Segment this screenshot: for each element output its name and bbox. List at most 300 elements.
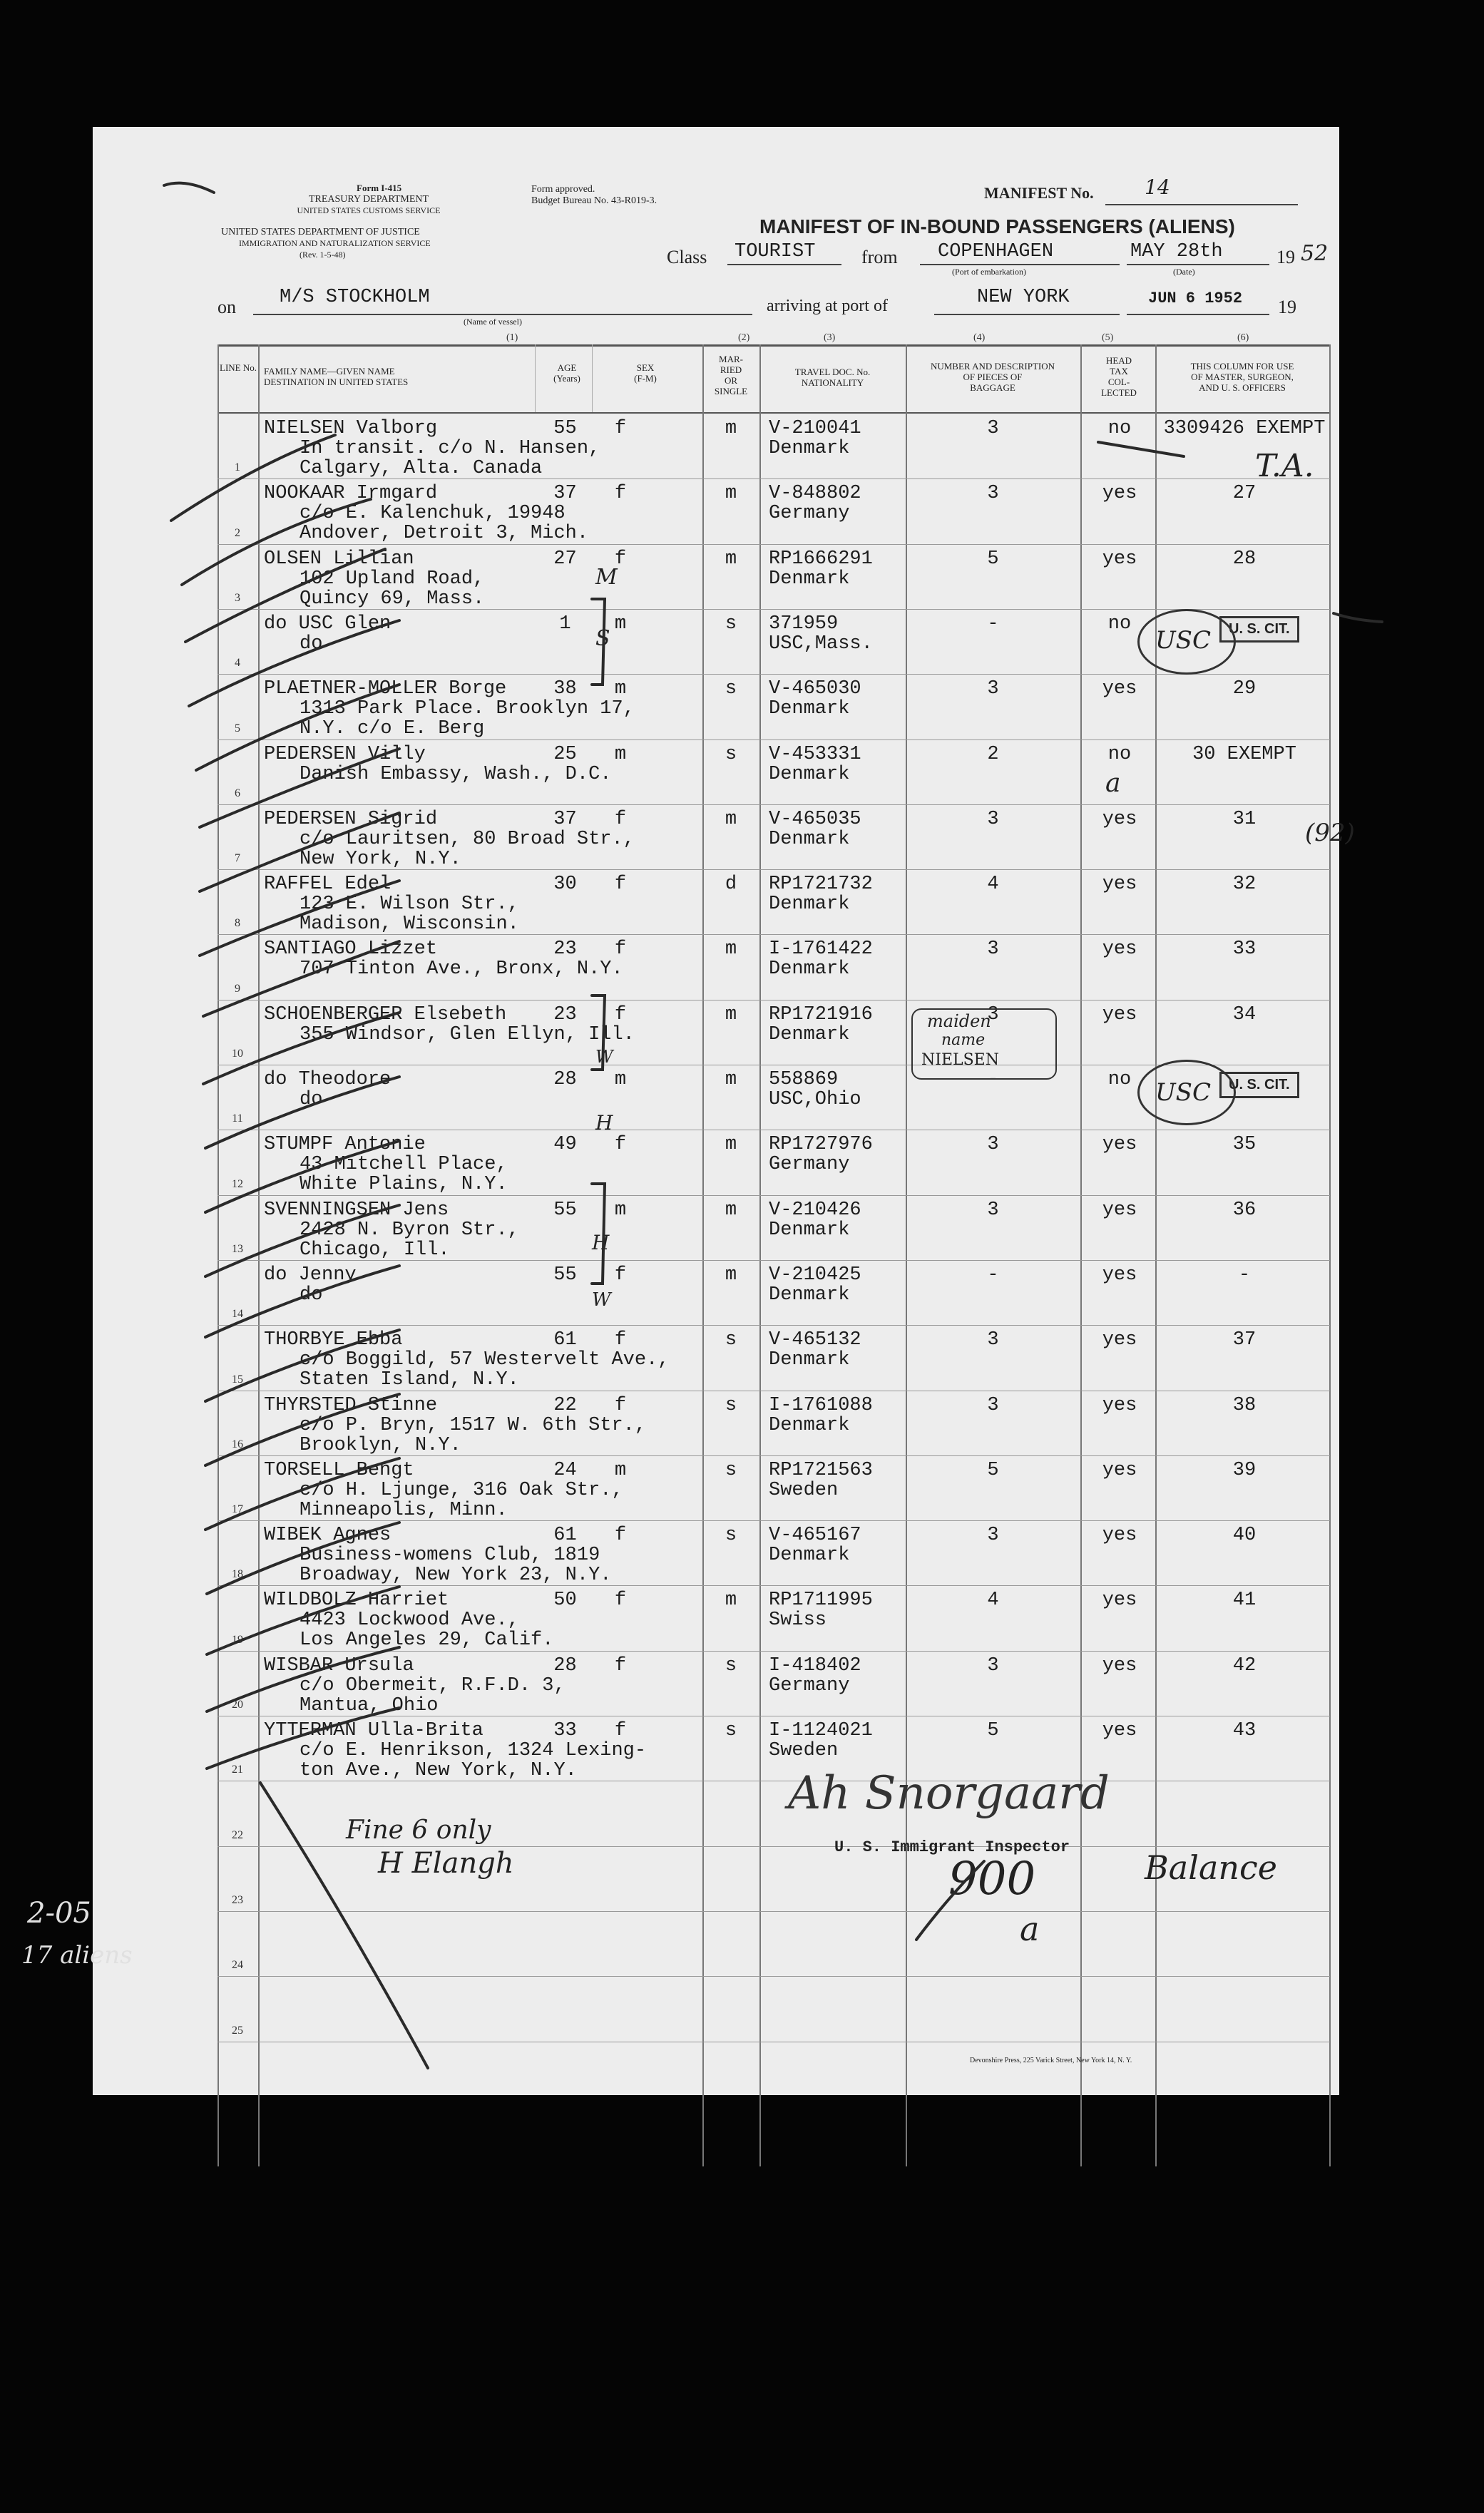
passenger-name: do Jenny	[264, 1264, 357, 1286]
passenger-destination: Los Angeles 29, Calif.	[300, 1629, 554, 1652]
passenger-destination: 2428 N. Byron Str.,	[300, 1219, 519, 1241]
passenger-destination: 43 Mitchell Place,	[300, 1154, 508, 1176]
travel-doc-number: RP1711995	[769, 1590, 873, 1612]
fine-note: Fine 6 only	[346, 1816, 491, 1845]
line-number: 19	[232, 1633, 243, 1646]
col-header-head-tax: HEAD TAX COL- LECTED	[1101, 355, 1137, 398]
passenger-marital: s	[725, 743, 737, 765]
form-revision: (Rev. 1-5-48)	[300, 250, 346, 260]
passenger-name: PEDERSEN Sigrid	[264, 808, 438, 830]
passenger-sex: f	[614, 1525, 627, 1547]
passenger-sex: m	[614, 613, 627, 635]
passenger-destination: 4423 Lockwood Ave.,	[300, 1609, 519, 1632]
passenger-destination: In transit. c/o N. Hansen,	[300, 438, 600, 459]
date-caption: (Date)	[1173, 267, 1195, 277]
arrival-port: NEW YORK	[977, 287, 1070, 308]
head-tax: no	[1107, 1069, 1132, 1090]
passenger-sex: f	[614, 548, 627, 570]
manifest-no-value: 14	[1145, 175, 1170, 199]
line-number: 25	[232, 2024, 243, 2037]
head-tax: yes	[1102, 1525, 1137, 1547]
line-number: 6	[235, 787, 240, 799]
passenger-destination: Mantua, Ohio	[300, 1694, 439, 1716]
arriving-label: arriving at port of	[767, 297, 888, 315]
annotation-92: (92)	[1305, 819, 1355, 847]
officer-column-entry: 32	[1232, 874, 1257, 896]
passenger-name: do Theodore	[264, 1069, 392, 1090]
passenger-destination: N.Y. c/o E. Berg	[300, 718, 485, 740]
nationality: Denmark	[769, 828, 850, 850]
passenger-destination: 707 Tinton Ave., Bronx, N.Y.	[300, 958, 623, 981]
passenger-sex: f	[614, 1329, 627, 1351]
passenger-destination: Andover, Detroit 3, Mich.	[300, 523, 589, 545]
document-title: MANIFEST OF IN-BOUND PASSENGERS (ALIENS)	[759, 215, 1235, 237]
head-tax: yes	[1102, 1654, 1137, 1677]
passenger-destination: do	[300, 1089, 323, 1110]
head-tax: yes	[1102, 1590, 1137, 1612]
passenger-sex: m	[614, 1069, 627, 1090]
inspector-label: U. S. Immigrant Inspector	[834, 1838, 1070, 1856]
passenger-name: YTTERMAN Ulla-Brita	[264, 1720, 483, 1741]
travel-doc-number: V-465030	[769, 678, 861, 700]
from-label: from	[861, 247, 898, 267]
treasury-dept: TREASURY DEPARTMENT	[308, 194, 429, 205]
baggage-count: 3	[987, 938, 999, 961]
passenger-destination: 102 Upland Road,	[300, 568, 485, 590]
margin-note: 2-05	[27, 1897, 91, 1930]
passenger-marital: s	[725, 678, 737, 700]
passenger-age: 28	[553, 1069, 577, 1090]
passenger-destination: c/o P. Bryn, 1517 W. 6th Str.,	[300, 1414, 647, 1436]
passenger-destination: c/o Obermeit, R.F.D. 3,	[300, 1674, 566, 1696]
passenger-sex: m	[614, 1459, 627, 1481]
col-number: (4)	[973, 332, 986, 343]
line-number: 4	[235, 657, 240, 670]
nationality: Swiss	[769, 1609, 827, 1632]
passenger-marital: s	[725, 1394, 737, 1416]
handwritten-mark: H	[595, 1111, 613, 1135]
passenger-age: 23	[553, 938, 577, 961]
passenger-destination: do	[300, 633, 323, 655]
officer-column-entry: 39	[1232, 1459, 1257, 1481]
officer-column-entry: 40	[1232, 1525, 1257, 1547]
justice-dept: UNITED STATES DEPARTMENT OF JUSTICE	[221, 227, 420, 237]
passenger-marital: s	[725, 1329, 737, 1351]
annotation-usc: USC	[1155, 1078, 1211, 1107]
col-number: (6)	[1237, 332, 1249, 343]
baggage-count: 3	[987, 1329, 999, 1351]
head-tax: yes	[1102, 1003, 1137, 1025]
head-tax: yes	[1102, 1329, 1137, 1351]
line-number: 24	[232, 1959, 243, 1972]
col-header-travel-doc: TRAVEL DOC. No. NATIONALITY	[794, 367, 871, 388]
passenger-marital: s	[725, 1654, 737, 1677]
head-tax: yes	[1102, 1459, 1137, 1481]
passenger-destination: Danish Embassy, Wash., D.C.	[300, 763, 612, 785]
line-number: 8	[235, 917, 240, 930]
travel-doc-number: V-465035	[769, 808, 861, 830]
line-number: 23	[232, 1893, 243, 1906]
line-number: 3	[235, 591, 240, 604]
passenger-marital: m	[725, 1590, 737, 1612]
passenger-sex: f	[614, 874, 627, 896]
head-tax: no	[1107, 418, 1132, 439]
baggage-count: 3	[987, 678, 999, 700]
nationality: Denmark	[769, 568, 850, 590]
passenger-name: do USC Glen	[264, 613, 392, 635]
passenger-age: 22	[553, 1394, 577, 1416]
customs-service: UNITED STATES CUSTOMS SERVICE	[297, 205, 441, 215]
line-number: 5	[235, 722, 240, 735]
line-number: 20	[232, 1699, 243, 1711]
nationality: Denmark	[769, 1349, 850, 1371]
passenger-age: 33	[553, 1720, 577, 1741]
arrival-year: 19	[1278, 297, 1296, 317]
nationality: Denmark	[769, 1219, 850, 1241]
passenger-marital: m	[725, 418, 737, 439]
annotation-900: 900	[948, 1853, 1036, 1905]
officer-column-entry: 28	[1232, 548, 1257, 570]
passenger-name: NIELSEN Valborg	[264, 418, 438, 439]
nationality: USC,Ohio	[769, 1089, 861, 1110]
passenger-sex: f	[614, 1720, 627, 1741]
officer-column-entry: 41	[1232, 1590, 1257, 1612]
passenger-marital: m	[725, 808, 737, 830]
passenger-name: PEDERSEN Villy	[264, 743, 426, 765]
travel-doc-number: V-210041	[769, 418, 861, 439]
baggage-count: 3	[987, 1134, 999, 1156]
head-tax: yes	[1102, 1199, 1137, 1221]
passenger-age: 24	[553, 1459, 577, 1481]
passenger-name: RAFFEL Edel	[264, 874, 392, 896]
line-number: 7	[235, 852, 240, 865]
passenger-sex: f	[614, 418, 627, 439]
passenger-destination: 1313 Park Place. Brooklyn 17,	[300, 698, 635, 720]
passenger-name: TORSELL Bengt	[264, 1459, 414, 1481]
passenger-marital: m	[725, 1264, 737, 1286]
col-header-baggage: NUMBER AND DESCRIPTION OF PIECES OF BAGGAGE	[930, 361, 1055, 393]
head-tax: yes	[1102, 1720, 1137, 1741]
travel-doc-number: I-1124021	[769, 1720, 873, 1741]
passenger-marital: m	[725, 483, 737, 505]
port-embarkation: COPENHAGEN	[938, 241, 1054, 262]
passenger-sex: m	[614, 678, 627, 700]
form-number: Form I-415	[357, 183, 402, 193]
passenger-name: SVENNINGSEN Jens	[264, 1199, 449, 1221]
passenger-sex: f	[614, 938, 627, 961]
passenger-name: WISBAR Ursula	[264, 1654, 414, 1677]
officer-column-entry: 33	[1232, 938, 1257, 961]
annotation-maiden: NIELSEN	[921, 1051, 999, 1069]
head-tax: yes	[1102, 678, 1137, 700]
passenger-sex: f	[614, 1134, 627, 1156]
travel-doc-number: I-1761088	[769, 1394, 873, 1416]
baggage-count: 5	[987, 548, 999, 570]
passenger-age: 55	[553, 1264, 577, 1286]
passenger-destination: Staten Island, N.Y.	[300, 1369, 519, 1391]
col-number: (5)	[1102, 332, 1114, 343]
passenger-name: NOOKAAR Irmgard	[264, 483, 438, 505]
col-header-married: MAR- RIED OR SINGLE	[714, 354, 748, 396]
handwritten-mark: W	[595, 1047, 613, 1067]
baggage-count: 5	[987, 1720, 999, 1741]
passenger-marital: s	[725, 1525, 737, 1547]
col-number: (2)	[738, 332, 750, 343]
head-tax: yes	[1102, 483, 1137, 505]
head-tax: yes	[1102, 874, 1137, 896]
port-caption: (Port of embarkation)	[952, 267, 1026, 277]
passenger-sex: f	[614, 1003, 627, 1025]
passenger-destination: c/o Lauritsen, 80 Broad Str.,	[300, 828, 635, 850]
annotation-maiden: maiden	[927, 1011, 991, 1031]
margin-note: 17 aliens	[21, 1941, 133, 1970]
passenger-name: PLAETNER-MOLLER Borge	[264, 678, 507, 700]
passenger-destination: Brooklyn, N.Y.	[300, 1434, 461, 1456]
passenger-destination: c/o Boggild, 57 Westervelt Ave.,	[300, 1349, 670, 1371]
passenger-destination: Business-womens Club, 1819	[300, 1545, 600, 1567]
baggage-count: 4	[987, 874, 999, 896]
manifest-no-label: MANIFEST No.	[984, 184, 1094, 202]
nationality: Denmark	[769, 1284, 850, 1306]
travel-doc-number: 558869	[769, 1069, 839, 1090]
printer-imprint: Devonshire Press, 225 Varick Street, New York 14, N. Y.	[970, 2057, 1132, 2064]
passenger-sex: f	[614, 1590, 627, 1612]
passenger-name: WIBEK Agnes	[264, 1525, 392, 1547]
officer-column-entry: 30 EXEMPT	[1192, 743, 1296, 765]
nationality: Germany	[769, 1154, 850, 1176]
baggage-count: 5	[987, 1459, 999, 1481]
travel-doc-number: V-848802	[769, 483, 861, 505]
travel-doc-number: RP1727976	[769, 1134, 873, 1156]
nationality: Sweden	[769, 1740, 839, 1761]
class-label: Class	[667, 247, 707, 267]
passenger-sex: m	[614, 743, 627, 765]
passenger-destination: 355 Windsor, Glen Ellyn, Ill.	[300, 1023, 635, 1045]
passenger-marital: m	[725, 938, 737, 961]
passenger-name: SANTIAGO Lizzet	[264, 938, 438, 961]
passenger-age: 37	[553, 483, 577, 505]
vessel-name: M/S STOCKHOLM	[280, 287, 430, 308]
nationality: Denmark	[769, 763, 850, 785]
year-suffix: 52	[1301, 241, 1329, 266]
passenger-destination: Calgary, Alta. Canada	[300, 458, 543, 479]
officer-column-entry: 36	[1232, 1199, 1257, 1221]
passenger-marital: s	[725, 613, 737, 635]
nationality: Denmark	[769, 1023, 850, 1045]
travel-doc-number: RP1666291	[769, 548, 873, 570]
line-number: 13	[232, 1242, 243, 1255]
officer-column-entry: 3309426 EXEMPT	[1163, 418, 1326, 439]
passenger-destination: Broadway, New York 23, N.Y.	[300, 1565, 612, 1587]
passenger-age: 23	[553, 1003, 577, 1025]
travel-doc-number: V-210425	[769, 1264, 861, 1286]
passenger-age: 49	[553, 1134, 577, 1156]
passenger-age: 55	[553, 418, 577, 439]
passenger-destination: New York, N.Y.	[300, 848, 461, 870]
travel-doc-number: RP1721732	[769, 874, 873, 896]
line-number: 2	[235, 526, 240, 539]
vessel-caption: (Name of vessel)	[464, 317, 522, 327]
passenger-name: OLSEN Lillian	[264, 548, 414, 570]
line-number: 9	[235, 982, 240, 995]
passenger-name: THORBYE Ebba	[264, 1329, 403, 1351]
passenger-sex: f	[614, 1264, 627, 1286]
line-number: 12	[232, 1177, 243, 1190]
on-label: on	[218, 297, 236, 317]
baggage-count: -	[987, 613, 999, 635]
nationality: Denmark	[769, 894, 850, 916]
travel-doc-number: I-418402	[769, 1654, 861, 1677]
passenger-marital: m	[725, 1199, 737, 1221]
passenger-age: 55	[553, 1199, 577, 1221]
passenger-marital: m	[725, 548, 737, 570]
nationality: Denmark	[769, 698, 850, 720]
passenger-sex: f	[614, 808, 627, 830]
line-number: 1	[235, 461, 240, 474]
passenger-marital: s	[725, 1459, 737, 1481]
passenger-age: 37	[553, 808, 577, 830]
baggage-count: 3	[987, 1654, 999, 1677]
nationality: Germany	[769, 1674, 850, 1696]
passenger-destination: ton Ave., New York, N.Y.	[300, 1760, 577, 1781]
passenger-destination: White Plains, N.Y.	[300, 1174, 508, 1196]
embark-date: MAY 28th	[1130, 241, 1223, 262]
nationality: Denmark	[769, 958, 850, 981]
passenger-sex: m	[614, 1199, 627, 1221]
head-tax: no	[1107, 743, 1132, 765]
col-number: (1)	[506, 332, 518, 343]
inspector-signature: Ah Snorgaard	[788, 1767, 1110, 1820]
baggage-count: 4	[987, 1590, 999, 1612]
officer-column-entry: 35	[1232, 1134, 1257, 1156]
annotation-ta: T.A.	[1255, 448, 1314, 484]
annotation-usc: USC	[1155, 626, 1211, 655]
handwritten-mark: H	[592, 1231, 610, 1254]
head-tax: yes	[1102, 938, 1137, 961]
col-header-line-no: LINE No.	[220, 362, 257, 373]
travel-doc-number: RP1721563	[769, 1459, 873, 1481]
passenger-destination: Minneapolis, Minn.	[300, 1499, 508, 1521]
line-number: 18	[232, 1568, 243, 1581]
head-tax: yes	[1102, 808, 1137, 830]
annotation-balance: Balance	[1145, 1848, 1277, 1887]
col-number: (3)	[824, 332, 836, 343]
passenger-destination: c/o E. Henrikson, 1324 Lexing-	[300, 1740, 647, 1761]
passenger-destination: Quincy 69, Mass.	[300, 588, 485, 610]
officer-column-entry: 37	[1232, 1329, 1257, 1351]
line-number: 17	[232, 1503, 243, 1516]
head-tax: yes	[1102, 1134, 1137, 1156]
baggage-count: -	[987, 1069, 999, 1090]
passenger-marital: d	[725, 874, 737, 896]
col-header-age: AGE (Years)	[553, 362, 580, 384]
passenger-name: WILDBOLZ Harriet	[264, 1590, 449, 1612]
officer-column-entry: -	[1238, 1264, 1251, 1286]
passenger-sex: f	[614, 483, 627, 505]
travel-doc-number: V-465132	[769, 1329, 861, 1351]
passenger-age: 25	[553, 743, 577, 765]
baggage-count: 2	[987, 743, 999, 765]
officer-column-entry: 29	[1232, 678, 1257, 700]
nationality: USC,Mass.	[769, 633, 873, 655]
officer-column-entry: 42	[1232, 1654, 1257, 1677]
travel-doc-number: RP1721916	[769, 1003, 873, 1025]
baggage-count: 3	[987, 1003, 999, 1025]
passenger-name: STUMPF Antonie	[264, 1134, 426, 1156]
passenger-age: 30	[553, 874, 577, 896]
ins-service: IMMIGRATION AND NATURALIZATION SERVICE	[239, 238, 431, 248]
baggage-count: 3	[987, 808, 999, 830]
head-tax: yes	[1102, 548, 1137, 570]
line-number: 21	[232, 1764, 243, 1776]
handwritten-mark: a	[1105, 769, 1121, 798]
us-citizen-stamp: U. S. CIT.	[1219, 616, 1299, 643]
passenger-marital: m	[725, 1134, 737, 1156]
passenger-destination: c/o E. Kalenchuk, 19948	[300, 503, 566, 525]
arrival-date-stamp: JUN 6 1952	[1148, 290, 1243, 307]
baggage-count: 3	[987, 1525, 999, 1547]
line-number: 15	[232, 1373, 243, 1386]
head-tax: yes	[1102, 1264, 1137, 1286]
passenger-marital: m	[725, 1069, 737, 1090]
us-citizen-stamp: U. S. CIT.	[1219, 1072, 1299, 1098]
baggage-count: 3	[987, 1394, 999, 1416]
line-number: 11	[232, 1112, 243, 1125]
nationality: Denmark	[769, 1414, 850, 1436]
annotation-maiden: name	[941, 1031, 986, 1049]
passenger-sex: f	[614, 1654, 627, 1677]
passenger-destination: c/o H. Ljunge, 316 Oak Str.,	[300, 1479, 623, 1501]
passenger-age: 1	[559, 613, 571, 635]
passenger-age: 38	[553, 678, 577, 700]
passenger-marital: m	[725, 1003, 737, 1025]
travel-doc-number: V-210426	[769, 1199, 861, 1221]
line-number: 22	[232, 1828, 243, 1841]
col-header-officers: THIS COLUMN FOR USE OF MASTER, SURGEON, AND U. S. OFFICERS	[1190, 361, 1294, 393]
class-value: TOURIST	[735, 241, 816, 262]
baggage-count: 3	[987, 483, 999, 505]
passenger-age: 61	[553, 1329, 577, 1351]
officer-column-entry: 27	[1232, 483, 1257, 505]
passenger-sex: f	[614, 1394, 627, 1416]
passenger-destination: do	[300, 1284, 323, 1306]
handwritten-mark: S	[595, 626, 610, 651]
passenger-destination: Madison, Wisconsin.	[300, 913, 519, 936]
head-tax: yes	[1102, 1394, 1137, 1416]
annotation-900-a: a	[1020, 1910, 1040, 1948]
line-number: 14	[232, 1308, 243, 1321]
nationality: Sweden	[769, 1479, 839, 1501]
passenger-marital: s	[725, 1720, 737, 1741]
col-header-sex: SEX (F-M)	[634, 362, 657, 384]
officer-column-entry: 31	[1232, 808, 1257, 830]
passenger-destination: Chicago, Ill.	[300, 1239, 450, 1261]
travel-doc-number: I-1761422	[769, 938, 873, 961]
passenger-name: THYRSTED Stinne	[264, 1394, 438, 1416]
baggage-count: 3	[987, 1199, 999, 1221]
form-approved: Form approved.	[531, 184, 595, 195]
handwritten-mark: M	[595, 565, 618, 590]
passenger-age: 27	[553, 548, 577, 570]
handwritten-mark: W	[592, 1289, 611, 1311]
line-number: 10	[232, 1048, 243, 1060]
head-tax: no	[1107, 613, 1132, 635]
officer-column-entry: 43	[1232, 1720, 1257, 1741]
passenger-name: SCHOENBERGER Elsebeth	[264, 1003, 507, 1025]
travel-doc-number: 371959	[769, 613, 839, 635]
official-signature: H Elangh	[378, 1847, 514, 1880]
officer-column-entry: 34	[1232, 1003, 1257, 1025]
